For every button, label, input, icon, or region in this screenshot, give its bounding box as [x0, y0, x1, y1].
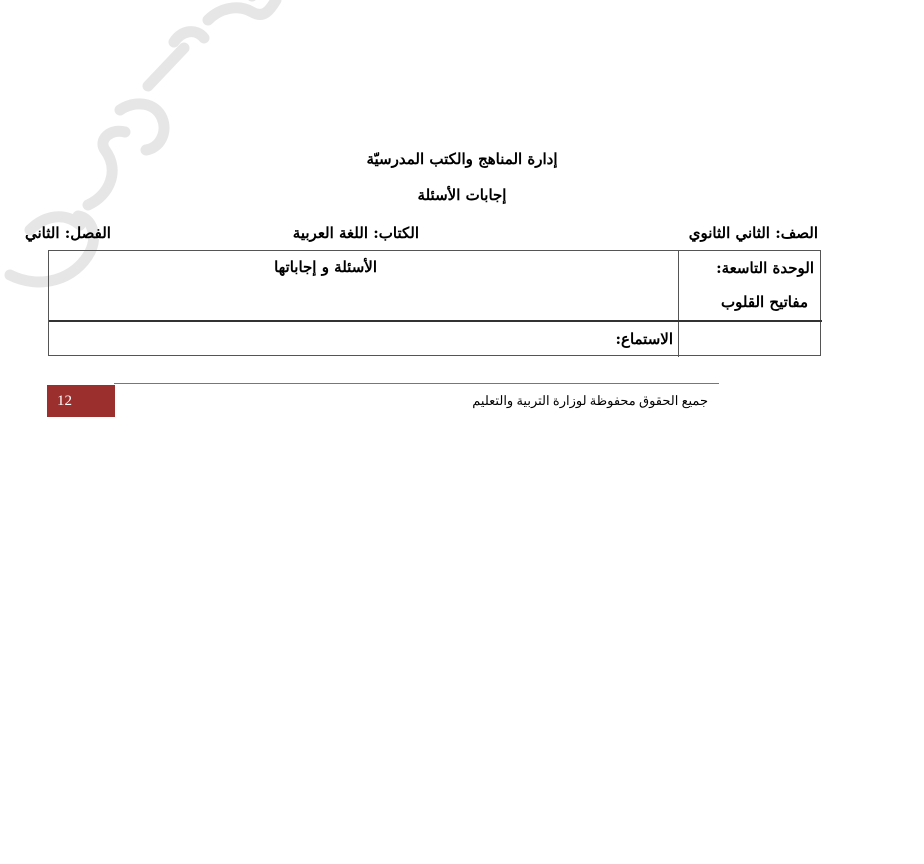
unit-name: مفاتيح القلوب — [721, 293, 808, 311]
document-title: إجابات الأسئلة — [417, 186, 507, 204]
unit-label: الوحدة التاسعة: — [716, 259, 814, 277]
table-row-divider — [49, 320, 822, 322]
copyright-notice: جميع الحقوق محفوظة لوزارة التربية والتعليم — [472, 393, 708, 408]
unit-table — [48, 250, 821, 356]
questions-answers-heading: الأسئلة و إجاباتها — [274, 258, 377, 276]
semester-label: الفصل: الثاني — [25, 224, 111, 242]
grade-label: الصف: الثاني الثانوي — [688, 224, 818, 242]
page-number-badge — [47, 385, 115, 417]
listening-label: الاستماع: — [615, 330, 673, 348]
page-number: 12 — [57, 393, 72, 409]
table-column-divider — [678, 251, 679, 357]
footer-divider — [114, 383, 719, 384]
organization-title: إدارة المناهج والكتب المدرسيّة — [366, 150, 558, 168]
book-label: الكتاب: اللغة العربية — [292, 224, 419, 242]
